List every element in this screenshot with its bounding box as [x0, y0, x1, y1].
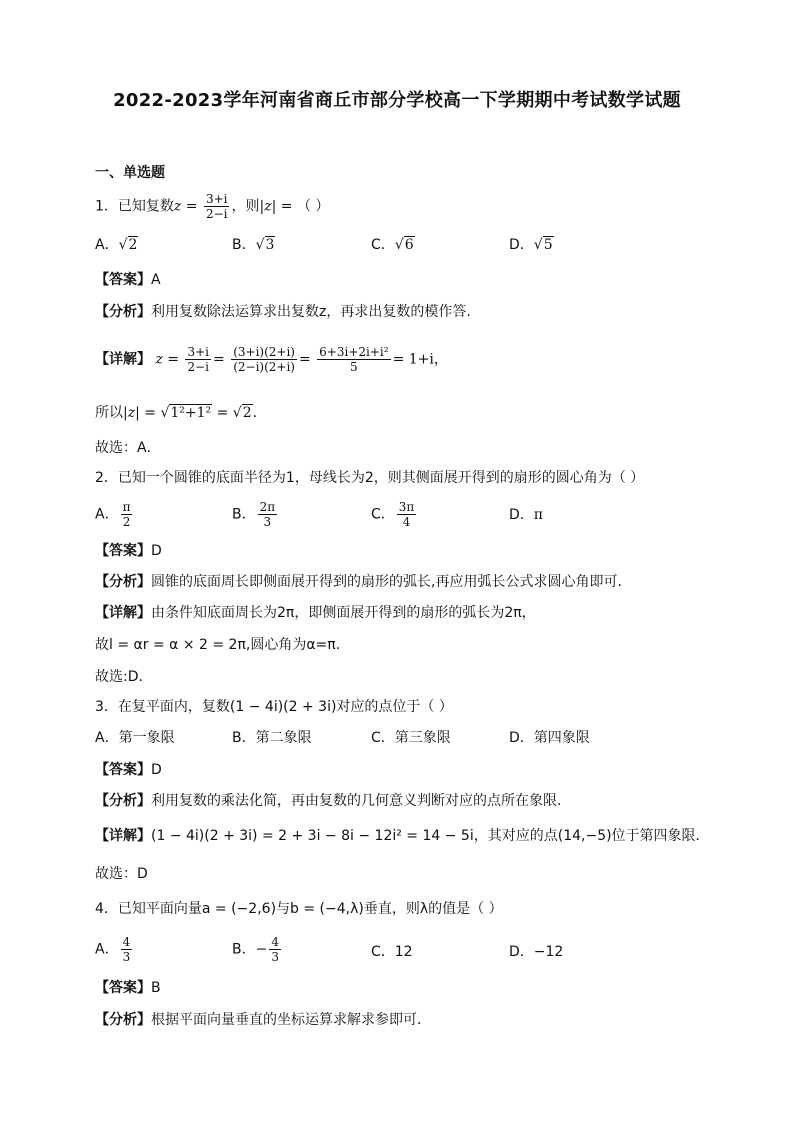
q1-option-b: B．√3: [232, 237, 275, 253]
q1-option-c: C．√6: [371, 237, 414, 253]
q4-option-d: D．−12: [509, 944, 564, 960]
q3-option-d: D．第四象限: [509, 730, 590, 746]
q2-detail-2: 故l = αr = α × 2 = 2π,圆心角为α=π.: [95, 637, 341, 653]
q2-option-a: A． $\frac{\pi}{2}$: [95, 500, 131, 529]
q3-option-a: A．第一象限: [95, 730, 175, 746]
q1-option-d: D．√5: [509, 237, 553, 253]
q3-stem: 3．在复平面内，复数(1 − 4i)(2 + 3i)对应的点位于（ ）: [95, 699, 453, 715]
q2-stem: 2．已知一个圆锥的底面半径为1，母线长为2，则其侧面展开得到的扇形的圆心角为（ ）: [95, 470, 645, 486]
q3-option-c: C．第三象限: [371, 730, 451, 746]
q4-option-b: B．− $\frac{4}{3}$: [232, 935, 279, 964]
q3-answer: 【答案】D: [95, 762, 162, 778]
q2-option-d: D．π: [509, 507, 543, 523]
q4-stem: 4．已知平面向量a = (−2,6)与b = (−4,λ)垂直，则λ的值是（ ）: [95, 901, 503, 917]
q2-option-c: C． $\frac{3\pi}{4}$: [371, 500, 415, 529]
q3-option-b: B．第二象限: [232, 730, 312, 746]
q4-option-a: A． $\frac{4}{3}$: [95, 935, 131, 964]
q2-option-b: B． $\frac{2\pi}{3}$: [232, 500, 276, 529]
q1-conclusion: 所以|z| = √1²+1² = √2.: [95, 405, 258, 421]
q1-detail: 【详解】 z = $\frac{3+i}{2-i}$ = $\frac{(3+i)(2+i)}{(2-i)(2+i)}$ = $\frac{\text{6+3i+2i+i²}}{5}$ = 1+i，: [95, 345, 448, 374]
q3-detail: 【详解】(1 − 4i)(2 + 3i) = 2 + 3i − 8i − 12i² = 14 − 5i，其对应的点(14,−5)位于第四象限．: [95, 828, 710, 844]
q1-stem: 1．已知复数z = $\frac{3+i}{2-i}$ ，则|z| = （ ）: [95, 192, 330, 221]
q1-option-a: A．√2: [95, 237, 138, 253]
q1-answer: 【答案】A: [95, 272, 161, 288]
section-heading: 一、单选题: [95, 165, 165, 181]
q1-choose: 故选：A．: [95, 440, 161, 456]
page-title: 2022-2023学年河南省商丘市部分学校高一下学期期中考试数学试题: [113, 90, 681, 111]
q2-answer: 【答案】D: [95, 543, 162, 559]
q4-answer: 【答案】B: [95, 980, 161, 996]
q4-option-c: C．12: [371, 944, 413, 960]
q1-analysis: 【分析】利用复数除法运算求出复数z，再求出复数的模作答.: [95, 304, 471, 320]
q2-analysis: 【分析】圆锥的底面周长即侧面展开得到的扇形的弧长,再应用弧长公式求圆心角即可.: [95, 574, 622, 590]
q3-analysis: 【分析】利用复数的乘法化简，再由复数的几何意义判断对应的点所在象限.: [95, 793, 562, 809]
q4-analysis: 【分析】根据平面向量垂直的坐标运算求解求参即可．: [95, 1012, 431, 1028]
q3-choose: 故选：D: [95, 866, 148, 882]
q2-choose: 故选:D．: [95, 669, 153, 685]
q2-detail: 【详解】由条件知底面周长为2π，即侧面展开得到的扇形的弧长为2π，: [95, 605, 536, 621]
